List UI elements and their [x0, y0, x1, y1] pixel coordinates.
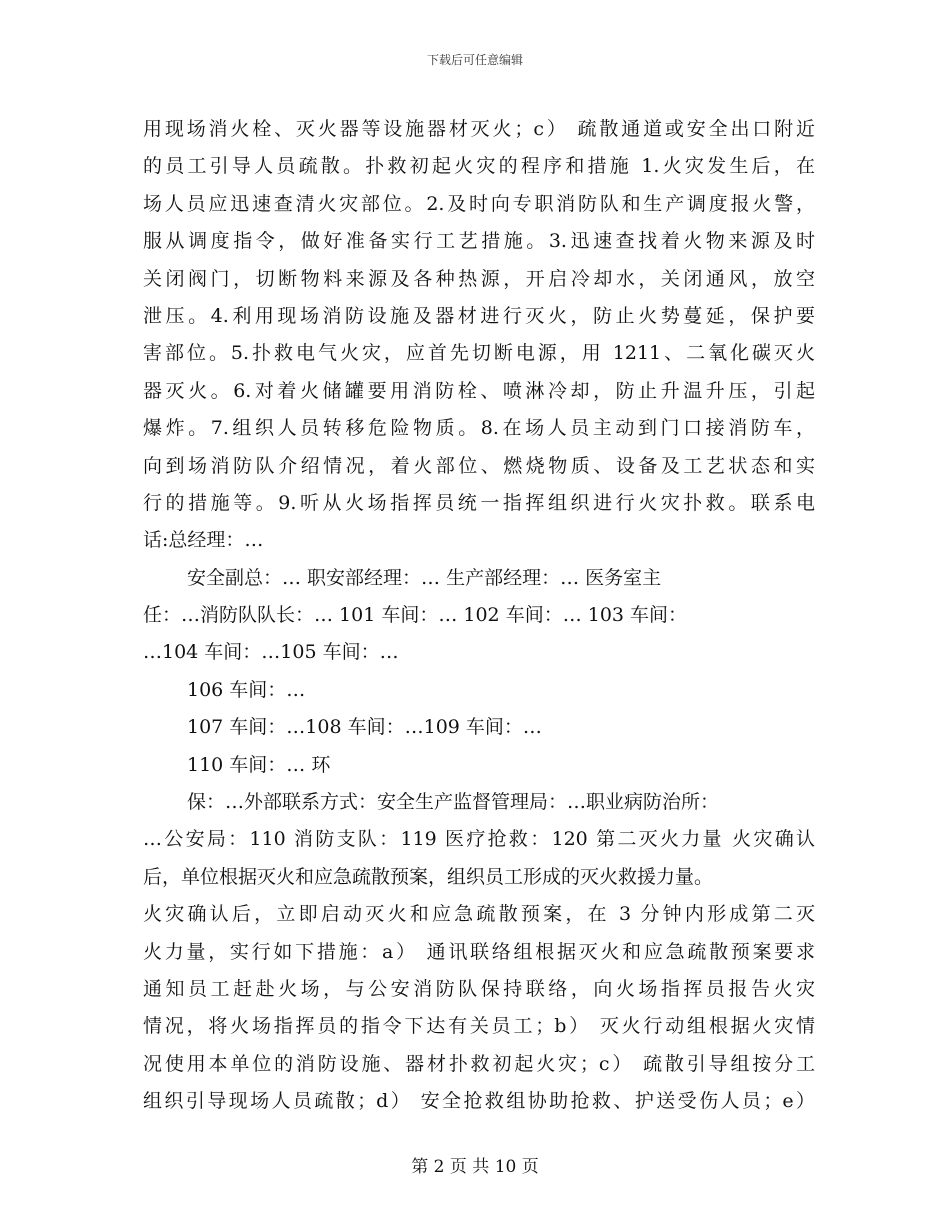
- page-header: 下载后可任意编辑: [426, 53, 523, 67]
- text-line: …公安局：110 消防支队：119 医疗抢救：120 第二灭火力量 火灾确认: [143, 828, 815, 851]
- text-line: 爆炸。7.组织人员转移危险物质。8.在场人员主动到门口接消防车，: [143, 417, 815, 440]
- text-line: 情况，将火场指挥员的指令下达有关员工；b） 灭火行动组根据火灾情: [143, 1015, 815, 1038]
- text-line: 用现场消火栓、灭火器等设施器材灭火；c） 疏散通道或安全出口附近: [143, 118, 815, 140]
- text-line: 任：…消防队队长：… 101 车间：… 102 车间：… 103 车间：: [143, 604, 688, 627]
- text-line: 的员工引导人员疏散。扑救初起火灾的程序和措施 1.火灾发生后，在: [143, 155, 815, 178]
- text-line: 关闭阀门，切断物料来源及各种热源，开启冷却水，关闭通风，放空: [143, 267, 815, 290]
- text-line: 害部位。5.扑救电气火灾，应首先切断电源，用 1211、二氧化碳灭火: [143, 342, 815, 365]
- text-line: 行的措施等。9.听从火场指挥员统一指挥组织进行火灾扑救。联系电: [143, 491, 815, 514]
- text-line: 保：…外部联系方式：安全生产监督管理局：…职业病防治所：: [187, 791, 720, 814]
- text-line: 组织引导现场人员疏散；d） 安全抢救组协助抢救、护送受伤人员；e）: [143, 1090, 815, 1113]
- text-line: 107 车间：…108 车间：…109 车间：…: [187, 716, 542, 739]
- text-line: …104 车间：…105 车间：…: [143, 641, 399, 664]
- text-line: 安全副总：… 职安部经理：… 生产部经理：… 医务室主: [187, 566, 662, 589]
- text-line: 服从调度指令，做好准备实行工艺措施。3.迅速查找着火物来源及时: [143, 230, 815, 253]
- text-line: 况使用本单位的消防设施、器材扑救初起火灾；c） 疏散引导组按分工: [143, 1052, 815, 1075]
- text-line: 场人员应迅速查清火灾部位。2.及时向专职消防队和生产调度报火警，: [143, 192, 815, 215]
- text-line: 泄压。4.利用现场消防设施及器材进行灭火，防止火势蔓延，保护要: [143, 304, 815, 327]
- text-line: 106 车间：…: [187, 678, 306, 701]
- text-line: 110 车间：… 环: [187, 753, 331, 776]
- document-body: [143, 111, 815, 1121]
- page-footer: 第 2 页 共 10 页: [411, 1157, 539, 1177]
- text-line: 向到场消防队介绍情况，着火部位、燃烧物质、设备及工艺状态和实: [143, 454, 815, 477]
- text-line: 后，单位根据灭火和应急疏散预案，组织员工形成的灭火救援力量。: [143, 865, 714, 888]
- text-line: 器灭火。6.对着火储罐要用消防栓、喷淋冷却，防止升温升压，引起: [143, 379, 815, 402]
- text-line: 通知员工赶赴火场，与公安消防队保持联络，向火场指挥员报告火灾: [143, 977, 815, 1000]
- text-line: 火力量，实行如下措施：a） 通讯联络组根据灭火和应急疏散预案要求: [143, 940, 815, 963]
- text-line: 火灾确认后，立即启动灭火和应急疏散预案，在 3 分钟内形成第二灭: [143, 903, 815, 926]
- text-line: 话:总经理：…: [143, 529, 264, 552]
